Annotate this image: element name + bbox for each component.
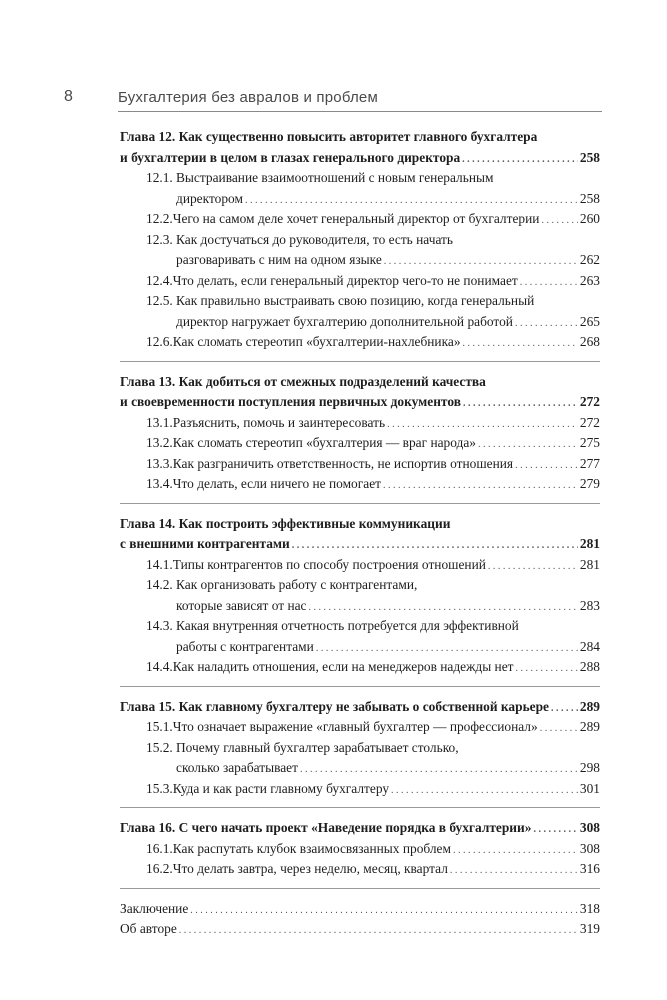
page-ref: 265 [579,313,600,329]
item-number: 14.4. [146,659,173,674]
dot-leader [383,474,578,497]
item-number: 14.3. [146,618,173,633]
dot-leader [463,332,578,355]
toc-item-conclusion[interactable]: Заключение . . . 318 [120,899,600,920]
chapter-12 [120,127,600,362]
page-ref: 301 [579,780,600,796]
dot-leader [309,596,578,619]
dot-leader [391,779,578,802]
page-ref: 289 [579,698,600,714]
page-ref: 281 [579,556,600,572]
chapter-title-line[interactable]: Глава 15. Как главному бухгалтеру не забывать о собственной карьере . . . 289 [120,697,600,718]
item-number: 16.2. [146,861,173,876]
toc-item[interactable]: 14.3. Какая внутренняя отчетность потребуется для эффективной [120,616,600,637]
chapter-14 [120,514,600,687]
page-ref: 263 [579,272,600,288]
chapter-title-line[interactable]: и своевременности поступления первичных документов . . . 272 [120,392,600,413]
chapter-title-line[interactable]: Глава 12. Как существенно повысить авторитет главного бухгалтера [120,129,538,144]
dot-leader [245,189,578,212]
page-ref: 260 [579,211,600,226]
chapter-title-line[interactable]: Глава 16. С чего начать проект «Наведение порядка в бухгалтерии» . . . 308 [120,818,600,839]
dot-leader [516,657,578,680]
page-ref: 288 [579,659,600,674]
page-header [0,0,667,120]
page-ref: 262 [579,252,600,267]
toc-item[interactable]: 14.1. Типы контрагентов по способу построения отношений . . . 281 [120,555,600,576]
page-ref: 272 [579,414,600,430]
dot-leader [551,697,578,720]
page-ref: 308 [579,840,600,856]
dot-leader [515,454,578,477]
item-number: 16.1. [146,840,173,856]
page-ref: 272 [579,394,600,409]
toc-item[interactable]: 13.4. Что делать, если ничего не помогает . . . 279 [120,474,600,495]
dot-leader [540,717,578,740]
item-number: 12.4. [146,272,173,288]
toc-item[interactable]: 12.1. Выстраивание взаимоотношений с новым генеральным [120,168,600,189]
item-number: 12.3. [146,231,173,247]
dot-leader [533,818,577,841]
page-ref: 283 [579,597,600,613]
running-title: Бухгалтерия без авралов и проблем [118,89,378,106]
page-ref: 258 [579,190,600,206]
item-number: 14.1. [146,556,173,572]
dot-leader [515,312,578,335]
chapter-13 [120,372,600,504]
dot-leader [179,919,578,942]
chapter-title-line[interactable]: и бухгалтерии в целом в глазах генерального директора . . . 258 [120,148,600,169]
page-ref: 319 [579,921,600,936]
toc-item[interactable]: 15.1. Что означает выражение «главный бухгалтер — профессионал» . . . 289 [120,717,600,738]
table-of-contents [120,127,600,958]
dot-leader [292,534,578,557]
page-ref: 281 [579,536,600,551]
item-number: 13.2. [146,435,173,450]
toc-item-continuation[interactable]: сколько зарабатывает . . . 298 [120,758,600,779]
back-matter [120,899,600,948]
item-number: 12.6. [146,334,173,349]
chapter-title-line[interactable]: с внешними контрагентами . . . 281 [120,534,600,555]
chapter-16 [120,818,600,889]
page-ref: 258 [579,149,600,165]
toc-item[interactable]: 12.3. Как достучаться до руководителя, то есть начать [120,230,600,251]
chapter-title-line[interactable]: Глава 14. Как построить эффективные коммуникации [120,515,451,531]
page-ref: 316 [579,861,600,876]
item-number: 13.4. [146,476,173,491]
toc-item[interactable]: 12.2. Чего на самом деле хочет генеральный директор от бухгалтерии . . . 260 [120,209,600,230]
toc-item[interactable]: 12.5. Как правильно выстраивать свою позицию, когда генеральный [120,291,600,312]
dot-leader [450,859,578,882]
toc-item[interactable]: 12.4. Что делать, если генеральный директор чего-то не понимает . . . 263 [120,271,600,292]
page-number: 8 [64,88,73,105]
dot-leader [387,413,578,436]
page-ref: 279 [579,476,600,491]
dot-leader [488,555,578,578]
chapter-15 [120,697,600,809]
item-number: 12.1. [146,170,173,185]
toc-item[interactable]: 13.2. Как сломать стереотип «бухгалтерия — враг народа» . . . 275 [120,433,600,454]
toc-item[interactable]: 14.4. Как наладить отношения, если на менеджеров надежды нет . . . 288 [120,657,600,678]
header-rule [118,111,602,112]
dot-leader [463,392,578,415]
dot-leader [300,758,578,781]
page-ref: 268 [579,334,600,349]
toc-item-continuation[interactable]: разговаривать с ним на одном языке . . . 262 [120,250,600,271]
item-number: 13.1. [146,414,173,430]
toc-item-continuation[interactable]: которые зависят от нас . . . 283 [120,596,600,617]
item-number: 13.3. [146,455,173,471]
toc-item[interactable]: 12.6. Как сломать стереотип «бухгалтерии-нахлебника» . . . 268 [120,332,600,353]
item-number: 15.1. [146,719,173,734]
dot-leader [384,250,578,273]
page-ref: 298 [579,760,600,775]
toc-item[interactable]: 13.3. Как разграничить ответственность, не испортив отношения . . . 277 [120,454,600,475]
toc-item-continuation[interactable]: директором . . . 258 [120,189,600,210]
page-ref: 275 [579,435,600,450]
item-number: 14.2. [146,577,173,592]
toc-item[interactable]: 16.2. Что делать завтра, через неделю, месяц, квартал . . . 316 [120,859,600,880]
page-ref: 289 [579,719,600,734]
toc-item-continuation[interactable]: директор нагружает бухгалтерию дополнительной работой . . . 265 [120,312,600,333]
item-number: 15.2. [146,739,173,755]
page-ref: 277 [579,455,600,471]
toc-item[interactable]: 15.2. Почему главный бухгалтер зарабатывает столько, [120,738,600,759]
toc-item-continuation[interactable]: работы с контрагентами . . . 284 [120,637,600,658]
page-ref: 284 [579,638,600,654]
toc-item[interactable]: 15.3. Куда и как расти главному бухгалтеру . . . 301 [120,779,600,800]
page-ref: 308 [579,820,600,835]
toc-item[interactable]: 14.2. Как организовать работу с контрагентами, [120,575,600,596]
dot-leader [541,209,577,232]
item-number: 15.3. [146,780,173,796]
dot-leader [316,637,578,660]
dot-leader [453,839,578,862]
chapter-title-line[interactable]: Глава 13. Как добиться от смежных подразделений качества [120,373,486,389]
toc-item-about-author[interactable]: Об авторе . . . 319 [120,919,600,940]
toc-item[interactable]: 13.1. Разъяснить, помочь и заинтересовать . . . 272 [120,413,600,434]
dot-leader [478,433,578,456]
dot-leader [190,899,578,922]
toc-item[interactable]: 16.1. Как распутать клубок взаимосвязанных проблем . . . 308 [120,839,600,860]
page-ref: 318 [579,900,600,916]
item-number: 12.2. [146,211,173,226]
dot-leader [462,148,578,171]
dot-leader [520,271,578,294]
item-number: 12.5. [146,293,173,308]
